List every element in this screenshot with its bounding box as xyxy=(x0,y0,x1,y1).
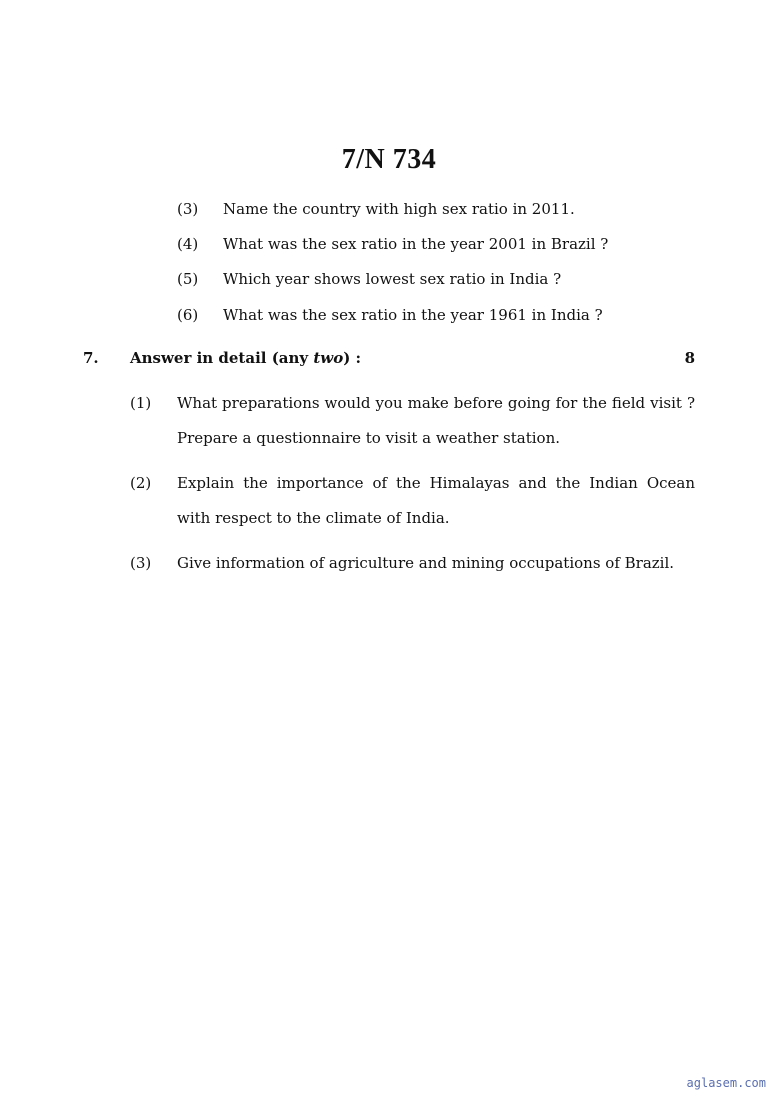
question-prompt-italic: two xyxy=(313,349,344,367)
question-prompt-end: ) : xyxy=(343,349,362,367)
answer-option-number: (3) xyxy=(130,554,152,572)
answer-option-text: Give information of agriculture and mining occupations of Brazil. xyxy=(177,554,675,572)
answer-option xyxy=(130,386,695,456)
answer-option-number: (2) xyxy=(130,474,152,492)
question-marks: 8 xyxy=(684,349,695,367)
answer-option-number: (1) xyxy=(130,394,152,412)
question-prompt-start: Answer in detail (any xyxy=(130,349,314,367)
answer-option-text: What preparations would you make before going for the field visit ? Prepare a questionnaire to visit a weather station. xyxy=(177,394,695,447)
sub-question-number: (5) xyxy=(177,270,199,288)
question-prompt xyxy=(130,348,361,368)
answer-option xyxy=(130,466,695,536)
sub-question xyxy=(177,199,575,219)
sub-question-text: Which year shows lowest sex ratio in India ? xyxy=(223,270,562,288)
answer-option xyxy=(130,546,695,581)
sub-question xyxy=(177,234,608,254)
page-title: 7/N 734 xyxy=(341,144,437,175)
sub-question-number: (4) xyxy=(177,235,199,253)
sub-question-text: What was the sex ratio in the year 2001 in Brazil ? xyxy=(223,235,609,253)
sub-question xyxy=(177,269,561,289)
sub-question-number: (3) xyxy=(177,200,199,218)
sub-question-text: Name the country with high sex ratio in 2011. xyxy=(223,200,575,218)
answer-option-text: Explain the importance of the Himalayas and the Indian Ocean with respect to the climate of India. xyxy=(177,474,695,527)
sub-question-text: What was the sex ratio in the year 1961 in India ? xyxy=(223,306,603,324)
question-number: 7. xyxy=(83,349,99,367)
sub-question-number: (6) xyxy=(177,306,199,324)
sub-question xyxy=(177,305,603,325)
watermark-link[interactable]: aglasem.com xyxy=(686,1076,766,1090)
